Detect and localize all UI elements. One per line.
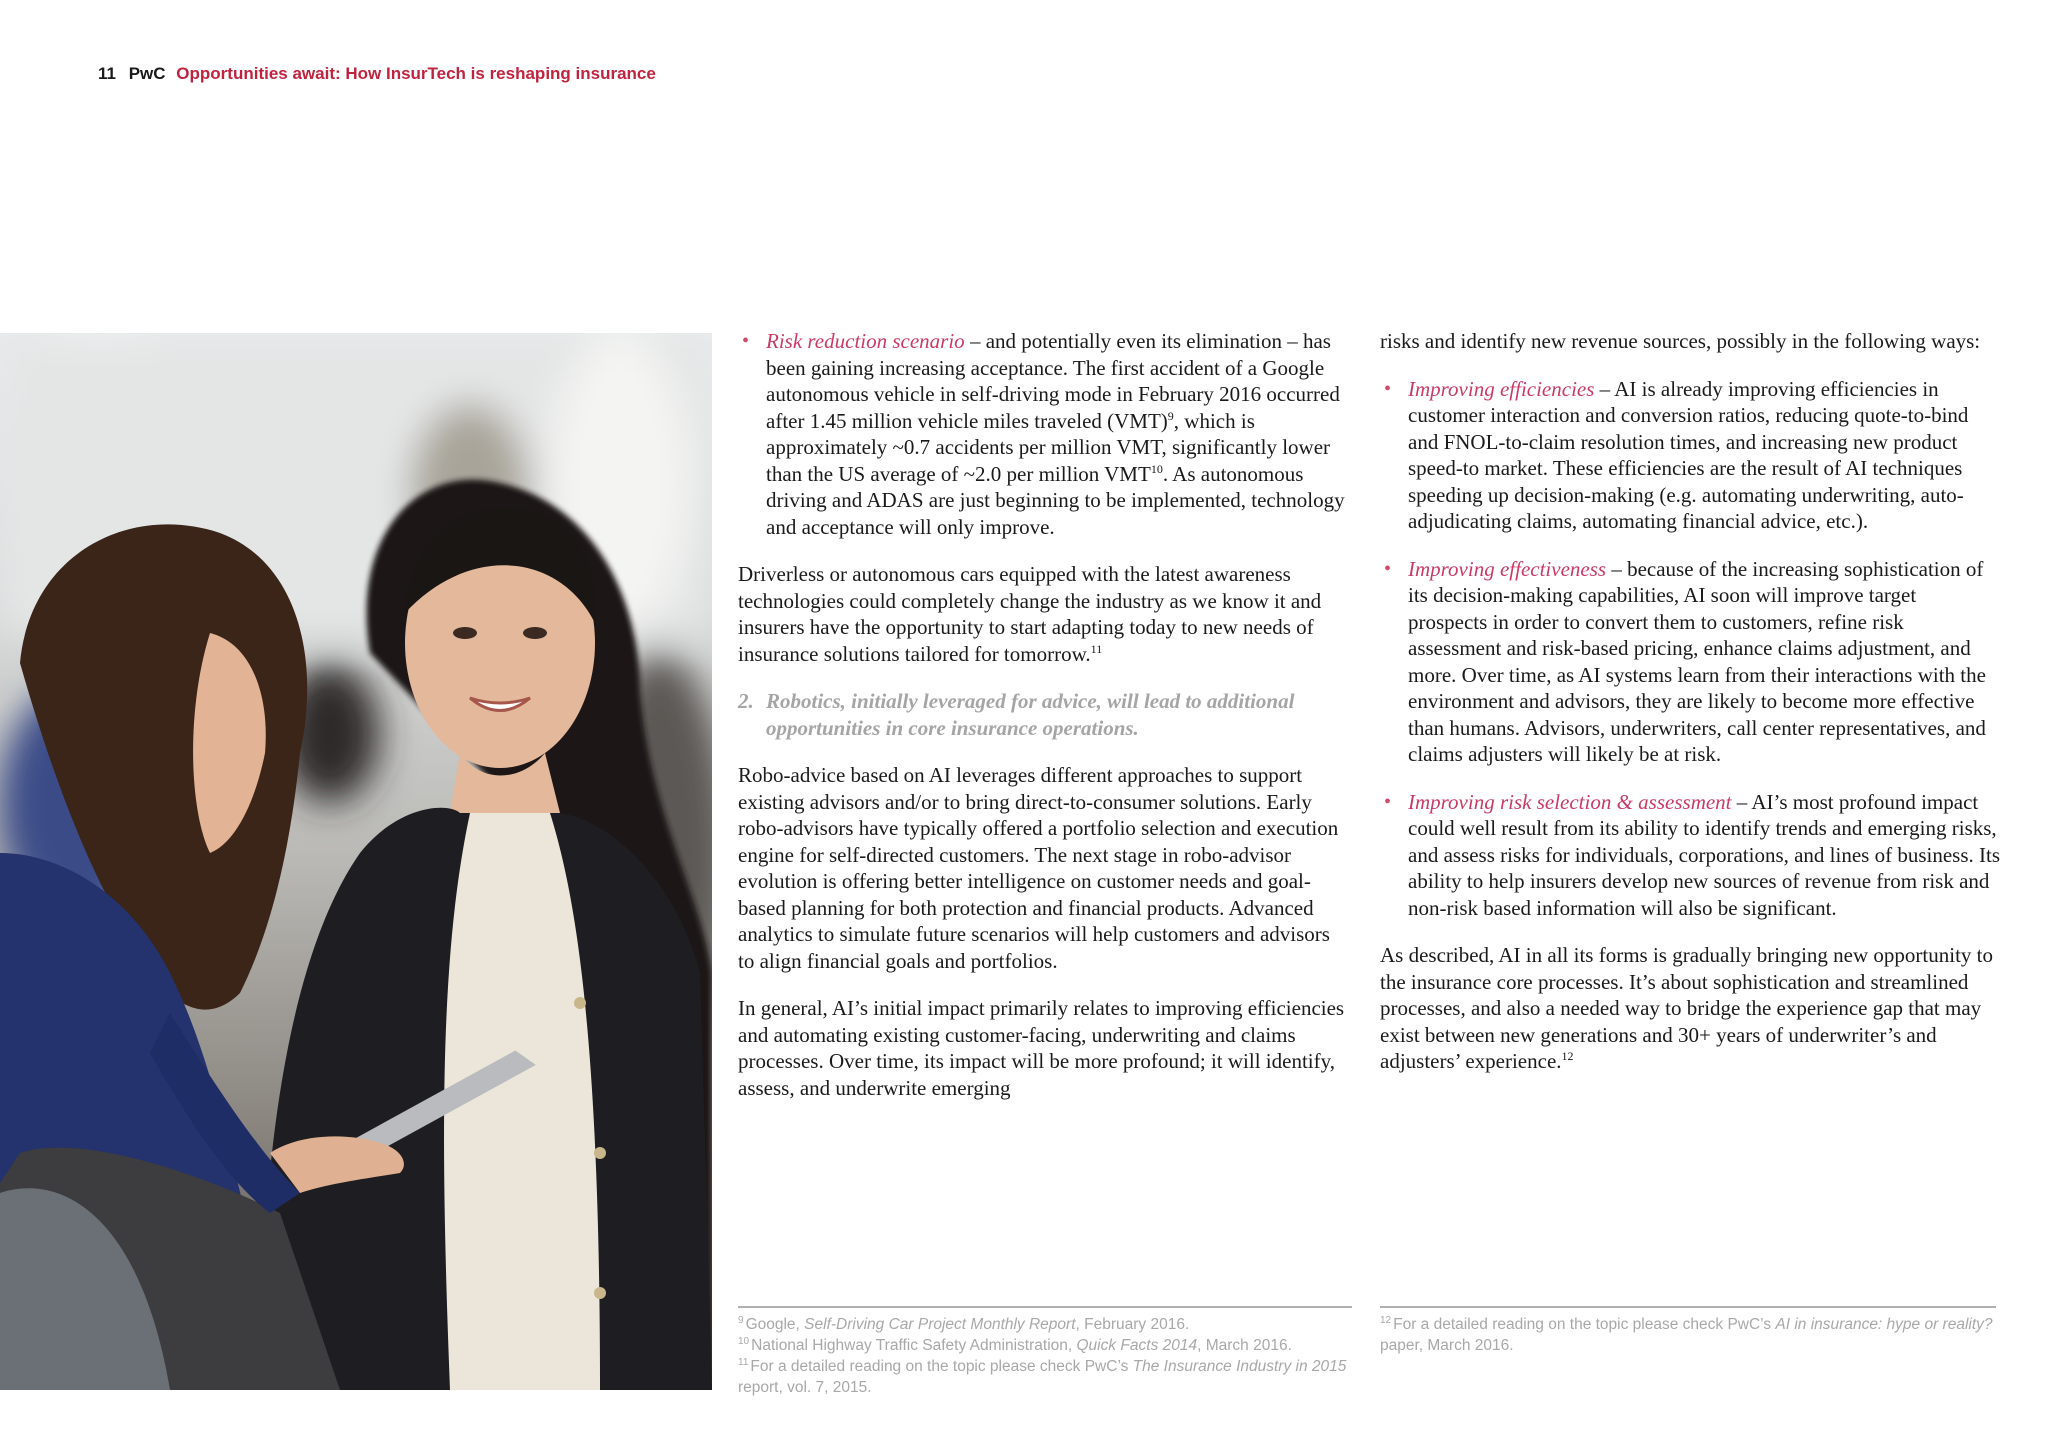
body-paragraph: risks and identify new revenue sources, possibly in the following ways: xyxy=(1380,329,1981,353)
bullet-text: – AI’s most profound impact could well result from its ability to identify trends and emerging risks, and assess risks for individuals, corporations, and lines of business. Its ability to help insurers develop new sources of revenue from risk and non-risk based information will also be significant. xyxy=(1408,789,2001,920)
footnote: $^{11}$ For a detailed reading on the topic please check PwC’s The Insurance Industry in 2015 report, vol. 7, 2015. xyxy=(738,1356,1347,1396)
bullet-text: – and potentially even its elimination – has been gaining increasing acceptance. The first accident of a Google autonomous vehicle in self-driving mode in February 2016 occurred after 1.45 million vehicle miles traveled (VMT) xyxy=(766,329,1340,433)
section-heading-text: Robotics, initially leveraged for advice, will lead to additional opportunities in core insurance operations. xyxy=(766,689,1295,740)
footnote: $^{12}$ For a detailed reading on the topic please check PwC’s AI in insurance: hype or reality? paper, March 2016. xyxy=(1380,1314,1993,1354)
footnote-ref: 9 xyxy=(1167,408,1174,423)
footnotes-left xyxy=(738,1306,1352,1398)
brand-name: PwC xyxy=(128,64,166,83)
bullet-term: Risk reduction scenario xyxy=(766,329,965,353)
page-number: 11 xyxy=(98,64,116,83)
body-paragraph: In general, AI’s initial impact primarily relates to improving efficiencies and automating existing customer-facing, underwriting and claims processes. Over time, its impact will be more profound; it will identify, assess, and underwrite emerging xyxy=(738,996,1345,1100)
bullet-improving-efficiencies xyxy=(1380,376,2000,535)
photo-illustration xyxy=(0,333,712,1390)
body-paragraph: As described, AI in all its forms is gradually bringing new opportunity to the insurance core processes. It’s about sophistication and streamlined processes, and also a needed way to bridge the experience gap that may exist between new generations and 30+ years of underwriter’s and adjusters’ experience.$^{12}$ xyxy=(1380,943,1993,1073)
footnotes-right xyxy=(1380,1306,1996,1356)
bullet-marker: • xyxy=(1384,377,1392,400)
bullet-improving-effectiveness xyxy=(1380,556,2000,768)
section-number: 2. xyxy=(738,689,754,713)
body-paragraph: Robo-advice based on AI leverages different approaches to support existing advisors and/or to bring direct-to-consumer solutions. Early robo-advisors have typically offered a portfolio selection and execution engine for self-directed customers. The next stage in robo-advisor evolution is offering better intelligence on customer needs and goal-based planning for both protection and financial products. Advanced analytics to simulate future scenarios will help customers and advisors to align financial goals and portfolios. xyxy=(738,763,1339,973)
bullet-term: Improving efficiencies xyxy=(1408,376,1595,401)
footnote: $^9$ Google, Self-Driving Car Project Monthly Report, February 2016. xyxy=(738,1314,1190,1333)
bullet-text: – because of the increasing sophistication of its decision-making capabilities, AI soon will improve target prospects in order to convert them to customers, refine risk assessment and risk-based pricing, enhance claims adjustment, and more. Over time, as AI systems learn from their interactions with the environment and advisors, they are likely to become more effective than humans. Advisors, underwriters, call center representatives, and claims adjusters will likely be at risk. xyxy=(1408,556,1986,766)
photo-two-women-with-tablet xyxy=(0,333,712,1390)
footnote: $^{10}$ National Highway Traffic Safety Administration, Quick Facts 2014, March 2016. xyxy=(738,1335,1292,1354)
text-column-right xyxy=(1380,328,2000,1096)
bullet-marker: • xyxy=(1384,557,1392,580)
bullet-risk-reduction xyxy=(738,328,1348,540)
footnote-ref: 11 xyxy=(1090,641,1103,656)
running-header xyxy=(98,64,656,84)
text-column-left xyxy=(738,328,1348,1122)
bullet-term: Improving risk selection & assessment xyxy=(1408,789,1732,814)
footnote-ref: 10 xyxy=(1150,461,1163,476)
body-paragraph: Driverless or autonomous cars equipped with the latest awareness technologies could completely change the industry as we know it and insurers have the opportunity to start adapting today to new needs of insurance solutions tailored for tomorrow.$^{11}$ xyxy=(738,562,1322,666)
bullet-text: . As autonomous driving and ADAS are just beginning to be implemented, technology and acceptance will only improve. xyxy=(766,461,1345,539)
bullet-improving-risk-selection xyxy=(1380,789,2000,922)
bullet-text: – AI is already improving efficiencies in customer interaction and conversion ratios, reducing quote-to-bind and FNOL-to-claim resolution times, and increasing new product speed-to market. These efficiencies are the result of AI techniques speeding up decision-making (e.g. automating underwriting, auto-adjudicating claims, automating financial advice, etc.). xyxy=(1408,376,1969,533)
bullet-term: Improving effectiveness xyxy=(1408,556,1607,581)
section-heading xyxy=(738,688,1348,741)
bullet-text: , which is approximately ~0.7 accidents per million VMT, significantly lower than the US average of ~2.0 per million VMT xyxy=(766,408,1331,486)
document-title: Opportunities await: How InsurTech is reshaping insurance xyxy=(176,64,656,83)
bullet-marker: • xyxy=(1384,790,1392,813)
bullet-marker: • xyxy=(742,330,750,352)
footnote-ref: 12 xyxy=(1561,1049,1574,1063)
